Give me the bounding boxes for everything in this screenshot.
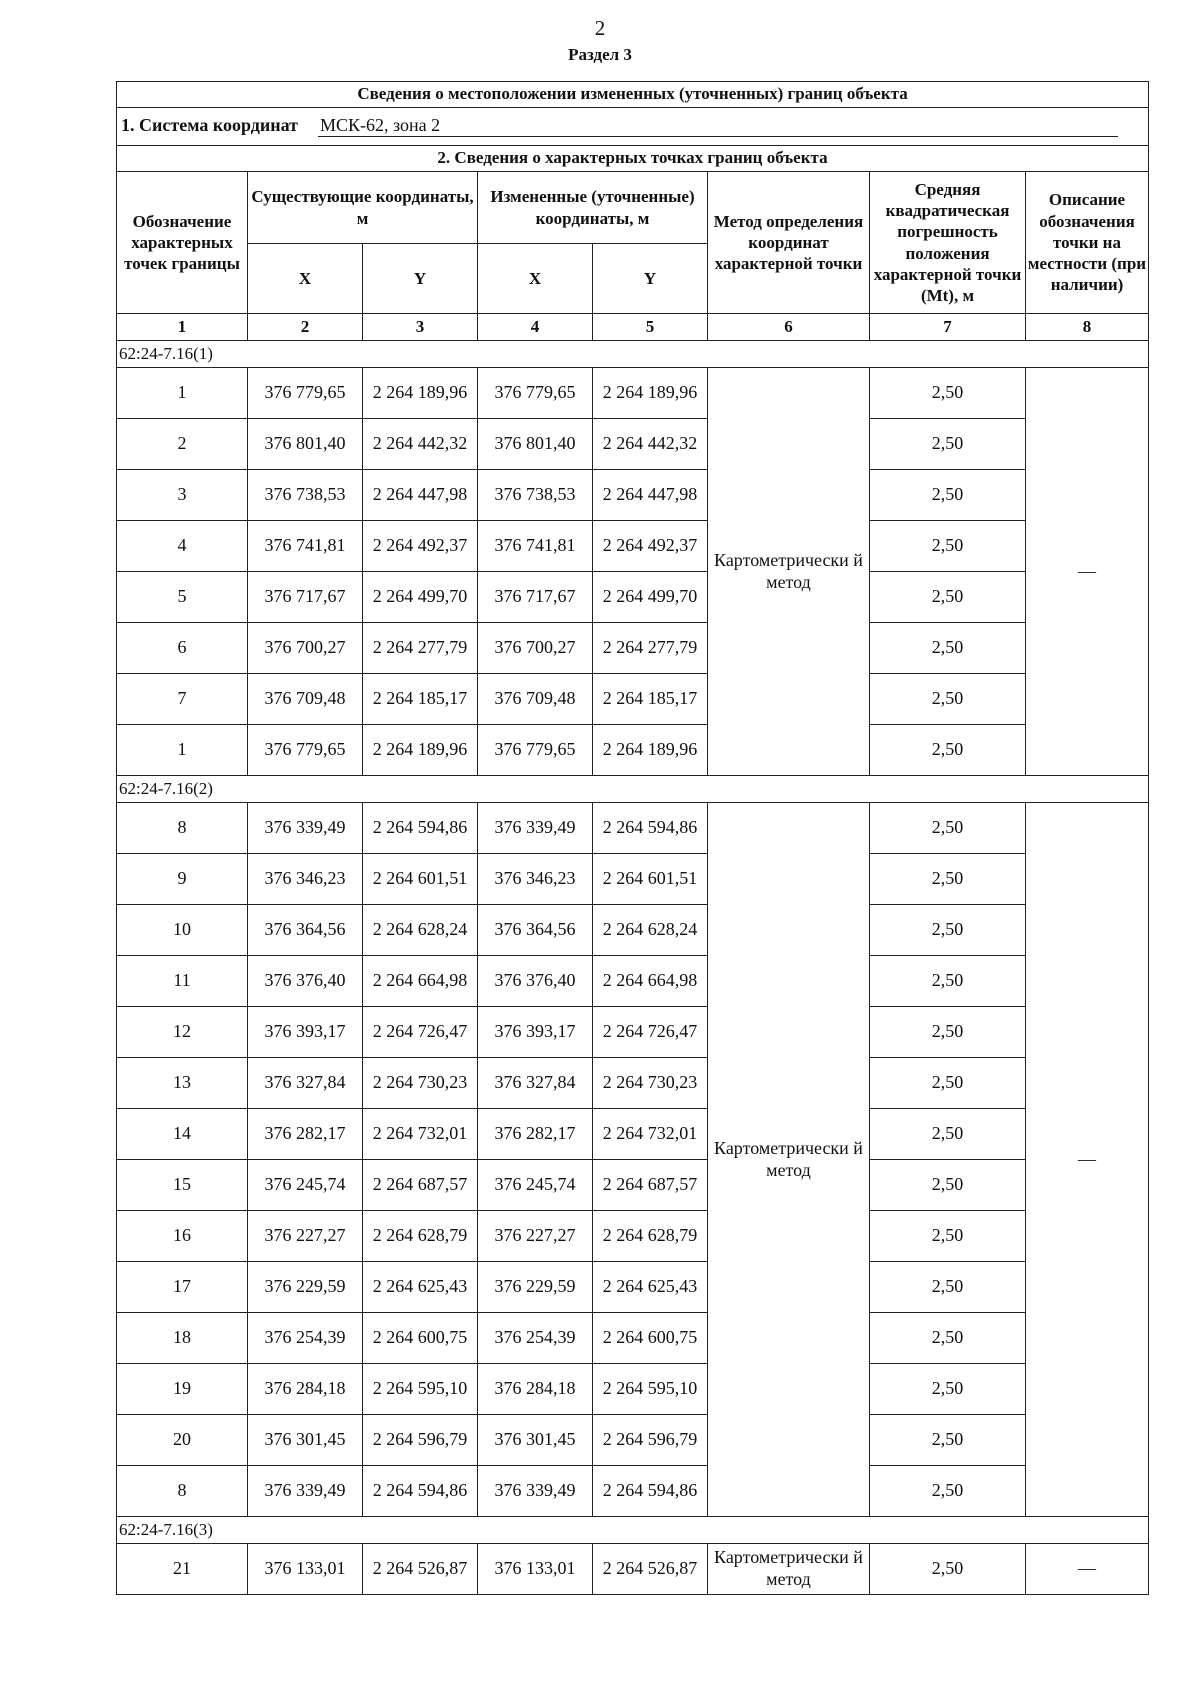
changed-x-cell: 376 738,53 [478, 470, 593, 521]
point-number-cell: 12 [117, 1007, 248, 1058]
table-row [117, 1313, 1149, 1364]
existing-x-cell: 376 393,17 [248, 1007, 363, 1058]
point-number-cell: 13 [117, 1058, 248, 1109]
method-cell [708, 1544, 870, 1595]
existing-y-cell: 2 264 664,98 [363, 956, 478, 1007]
existing-x-cell: 376 301,45 [248, 1415, 363, 1466]
point-number-cell: 16 [117, 1211, 248, 1262]
changed-x-cell: 376 301,45 [478, 1415, 593, 1466]
changed-y-cell: 2 264 526,87 [593, 1544, 708, 1595]
col-header-changed-y: Y [593, 244, 708, 314]
error-cell: 2,50 [870, 803, 1026, 854]
error-cell: 2,50 [870, 521, 1026, 572]
existing-x-cell: 376 376,40 [248, 956, 363, 1007]
changed-x-cell: 376 227,27 [478, 1211, 593, 1262]
existing-y-cell: 2 264 726,47 [363, 1007, 478, 1058]
table-row [117, 419, 1149, 470]
table-row [117, 905, 1149, 956]
changed-y-cell: 2 264 492,37 [593, 521, 708, 572]
existing-x-cell: 376 327,84 [248, 1058, 363, 1109]
table-row [117, 1466, 1149, 1517]
existing-x-cell: 376 741,81 [248, 521, 363, 572]
existing-y-cell: 2 264 492,37 [363, 521, 478, 572]
table-row [117, 572, 1149, 623]
existing-y-cell: 2 264 594,86 [363, 803, 478, 854]
changed-y-cell: 2 264 628,24 [593, 905, 708, 956]
changed-y-cell: 2 264 594,86 [593, 803, 708, 854]
point-number-cell: 17 [117, 1262, 248, 1313]
col-header-point-designation: Обозначение характерных точек границы [117, 172, 248, 314]
table-row [117, 956, 1149, 1007]
existing-y-cell: 2 264 189,96 [363, 368, 478, 419]
existing-x-cell: 376 709,48 [248, 674, 363, 725]
changed-y-cell: 2 264 732,01 [593, 1109, 708, 1160]
group-row [117, 776, 1149, 803]
table-row [117, 623, 1149, 674]
col-header-description: Описание обозначения точки на местности (при наличии) [1026, 172, 1149, 314]
existing-x-cell: 376 284,18 [248, 1364, 363, 1415]
point-number-cell: 3 [117, 470, 248, 521]
changed-y-cell: 2 264 600,75 [593, 1313, 708, 1364]
coordinate-system-value: МСК-62, зона 2 [318, 116, 1118, 137]
group-row [117, 1517, 1149, 1544]
point-number-cell: 10 [117, 905, 248, 956]
changed-x-cell: 376 393,17 [478, 1007, 593, 1058]
changed-y-cell: 2 264 625,43 [593, 1262, 708, 1313]
error-cell: 2,50 [870, 1007, 1026, 1058]
existing-x-cell: 376 229,59 [248, 1262, 363, 1313]
table-row [117, 521, 1149, 572]
existing-y-cell: 2 264 447,98 [363, 470, 478, 521]
existing-y-cell: 2 264 601,51 [363, 854, 478, 905]
column-number: 5 [593, 314, 708, 341]
changed-y-cell: 2 264 601,51 [593, 854, 708, 905]
changed-y-cell: 2 264 189,96 [593, 368, 708, 419]
col-header-changed-coords: Измененные (уточненные) координаты, м [478, 172, 708, 244]
table-row [117, 1211, 1149, 1262]
changed-x-cell: 376 229,59 [478, 1262, 593, 1313]
method-cell [708, 368, 870, 776]
group-cadastral-number: 62:24-7.16(1) [117, 341, 1149, 368]
error-cell: 2,50 [870, 956, 1026, 1007]
changed-x-cell: 376 282,17 [478, 1109, 593, 1160]
error-cell: 2,50 [870, 1160, 1026, 1211]
error-cell: 2,50 [870, 1415, 1026, 1466]
changed-y-cell: 2 264 628,79 [593, 1211, 708, 1262]
error-cell: 2,50 [870, 725, 1026, 776]
error-cell: 2,50 [870, 1544, 1026, 1595]
existing-x-cell: 376 364,56 [248, 905, 363, 956]
existing-y-cell: 2 264 628,24 [363, 905, 478, 956]
col-header-existing-y: Y [363, 244, 478, 314]
changed-y-cell: 2 264 596,79 [593, 1415, 708, 1466]
col-header-existing-x: X [248, 244, 363, 314]
coordinate-system-label: 1. Система координат [121, 115, 298, 136]
table-title: Сведения о местоположении измененных (уточненных) границ объекта [117, 82, 1149, 108]
error-cell: 2,50 [870, 905, 1026, 956]
point-number-cell: 20 [117, 1415, 248, 1466]
table-row [117, 1160, 1149, 1211]
coordinate-system-row [117, 108, 1149, 146]
existing-x-cell: 376 282,17 [248, 1109, 363, 1160]
group-cadastral-number: 62:24-7.16(3) [117, 1517, 1149, 1544]
method-text: Картометрически й метод [714, 1547, 863, 1589]
error-cell: 2,50 [870, 470, 1026, 521]
existing-x-cell: 376 133,01 [248, 1544, 363, 1595]
column-number: 1 [117, 314, 248, 341]
changed-y-cell: 2 264 726,47 [593, 1007, 708, 1058]
method-text: Картометрически й метод [714, 1137, 863, 1180]
error-cell: 2,50 [870, 1466, 1026, 1517]
existing-y-cell: 2 264 594,86 [363, 1466, 478, 1517]
table-row [117, 1007, 1149, 1058]
table-row [117, 1262, 1149, 1313]
error-cell: 2,50 [870, 1109, 1026, 1160]
existing-x-cell: 376 700,27 [248, 623, 363, 674]
table-row [117, 1544, 1149, 1595]
changed-x-cell: 376 741,81 [478, 521, 593, 572]
changed-x-cell: 376 254,39 [478, 1313, 593, 1364]
point-number-cell: 8 [117, 803, 248, 854]
description-cell: — [1026, 368, 1149, 776]
changed-y-cell: 2 264 594,86 [593, 1466, 708, 1517]
point-number-cell: 6 [117, 623, 248, 674]
error-cell: 2,50 [870, 368, 1026, 419]
existing-y-cell: 2 264 732,01 [363, 1109, 478, 1160]
existing-x-cell: 376 254,39 [248, 1313, 363, 1364]
table-row [117, 1109, 1149, 1160]
changed-x-cell: 376 376,40 [478, 956, 593, 1007]
point-number-cell: 5 [117, 572, 248, 623]
changed-x-cell: 376 133,01 [478, 1544, 593, 1595]
table-row [117, 803, 1149, 854]
changed-x-cell: 376 709,48 [478, 674, 593, 725]
changed-x-cell: 376 779,65 [478, 725, 593, 776]
changed-x-cell: 376 779,65 [478, 368, 593, 419]
point-number-cell: 14 [117, 1109, 248, 1160]
changed-y-cell: 2 264 687,57 [593, 1160, 708, 1211]
point-number-cell: 19 [117, 1364, 248, 1415]
col-header-changed-x: X [478, 244, 593, 314]
error-cell: 2,50 [870, 854, 1026, 905]
point-number-cell: 15 [117, 1160, 248, 1211]
existing-y-cell: 2 264 185,17 [363, 674, 478, 725]
column-number: 4 [478, 314, 593, 341]
existing-x-cell: 376 779,65 [248, 368, 363, 419]
point-number-cell: 1 [117, 725, 248, 776]
changed-x-cell: 376 364,56 [478, 905, 593, 956]
point-number-cell: 4 [117, 521, 248, 572]
col-header-existing-coords: Существующие координаты, м [248, 172, 478, 244]
table-row [117, 674, 1149, 725]
column-number: 7 [870, 314, 1026, 341]
changed-x-cell: 376 801,40 [478, 419, 593, 470]
existing-x-cell: 376 779,65 [248, 725, 363, 776]
changed-y-cell: 2 264 730,23 [593, 1058, 708, 1109]
existing-y-cell: 2 264 189,96 [363, 725, 478, 776]
error-cell: 2,50 [870, 1313, 1026, 1364]
point-number-cell: 18 [117, 1313, 248, 1364]
description-cell: — [1026, 803, 1149, 1517]
existing-x-cell: 376 339,49 [248, 1466, 363, 1517]
changed-y-cell: 2 264 447,98 [593, 470, 708, 521]
existing-x-cell: 376 717,67 [248, 572, 363, 623]
section-title: Раздел 3 [568, 45, 632, 64]
existing-x-cell: 376 801,40 [248, 419, 363, 470]
point-number-cell: 11 [117, 956, 248, 1007]
table-row [117, 1415, 1149, 1466]
point-number-cell: 21 [117, 1544, 248, 1595]
group-row [117, 341, 1149, 368]
point-number-cell: 9 [117, 854, 248, 905]
point-number-cell: 8 [117, 1466, 248, 1517]
error-cell: 2,50 [870, 674, 1026, 725]
existing-x-cell: 376 339,49 [248, 803, 363, 854]
description-cell: — [1026, 1544, 1149, 1595]
existing-y-cell: 2 264 595,10 [363, 1364, 478, 1415]
point-number-cell: 1 [117, 368, 248, 419]
existing-y-cell: 2 264 600,75 [363, 1313, 478, 1364]
changed-x-cell: 376 346,23 [478, 854, 593, 905]
changed-y-cell: 2 264 595,10 [593, 1364, 708, 1415]
changed-y-cell: 2 264 277,79 [593, 623, 708, 674]
error-cell: 2,50 [870, 419, 1026, 470]
changed-x-cell: 376 327,84 [478, 1058, 593, 1109]
existing-x-cell: 376 346,23 [248, 854, 363, 905]
changed-y-cell: 2 264 185,17 [593, 674, 708, 725]
table-row [117, 368, 1149, 419]
existing-y-cell: 2 264 442,32 [363, 419, 478, 470]
boundary-points-table [116, 81, 1149, 1595]
error-cell: 2,50 [870, 1058, 1026, 1109]
col-header-method: Метод определения координат характерной точки [708, 172, 870, 314]
table-row [117, 1058, 1149, 1109]
table-row [117, 725, 1149, 776]
column-number: 3 [363, 314, 478, 341]
page-number: 2 [594, 16, 606, 40]
changed-y-cell: 2 264 499,70 [593, 572, 708, 623]
points-section-header: 2. Сведения о характерных точках границ объекта [117, 146, 1149, 172]
changed-y-cell: 2 264 189,96 [593, 725, 708, 776]
table-row [117, 854, 1149, 905]
existing-x-cell: 376 738,53 [248, 470, 363, 521]
existing-y-cell: 2 264 625,43 [363, 1262, 478, 1313]
existing-x-cell: 376 227,27 [248, 1211, 363, 1262]
changed-x-cell: 376 339,49 [478, 803, 593, 854]
existing-x-cell: 376 245,74 [248, 1160, 363, 1211]
changed-y-cell: 2 264 664,98 [593, 956, 708, 1007]
error-cell: 2,50 [870, 572, 1026, 623]
method-text: Картометрически й метод [714, 549, 863, 592]
existing-y-cell: 2 264 277,79 [363, 623, 478, 674]
method-cell [708, 803, 870, 1517]
column-number: 2 [248, 314, 363, 341]
error-cell: 2,50 [870, 623, 1026, 674]
error-cell: 2,50 [870, 1211, 1026, 1262]
table-row [117, 1364, 1149, 1415]
existing-y-cell: 2 264 628,79 [363, 1211, 478, 1262]
existing-y-cell: 2 264 526,87 [363, 1544, 478, 1595]
changed-x-cell: 376 717,67 [478, 572, 593, 623]
existing-y-cell: 2 264 730,23 [363, 1058, 478, 1109]
changed-y-cell: 2 264 442,32 [593, 419, 708, 470]
changed-x-cell: 376 284,18 [478, 1364, 593, 1415]
column-number: 6 [708, 314, 870, 341]
error-cell: 2,50 [870, 1262, 1026, 1313]
column-number: 8 [1026, 314, 1149, 341]
existing-y-cell: 2 264 687,57 [363, 1160, 478, 1211]
existing-y-cell: 2 264 596,79 [363, 1415, 478, 1466]
table-row [117, 470, 1149, 521]
changed-x-cell: 376 245,74 [478, 1160, 593, 1211]
error-cell: 2,50 [870, 1364, 1026, 1415]
changed-x-cell: 376 700,27 [478, 623, 593, 674]
changed-x-cell: 376 339,49 [478, 1466, 593, 1517]
point-number-cell: 7 [117, 674, 248, 725]
point-number-cell: 2 [117, 419, 248, 470]
group-cadastral-number: 62:24-7.16(2) [117, 776, 1149, 803]
existing-y-cell: 2 264 499,70 [363, 572, 478, 623]
col-header-error: Средняя квадратическая погрешность положения характерной точки (Mt), м [870, 172, 1026, 314]
